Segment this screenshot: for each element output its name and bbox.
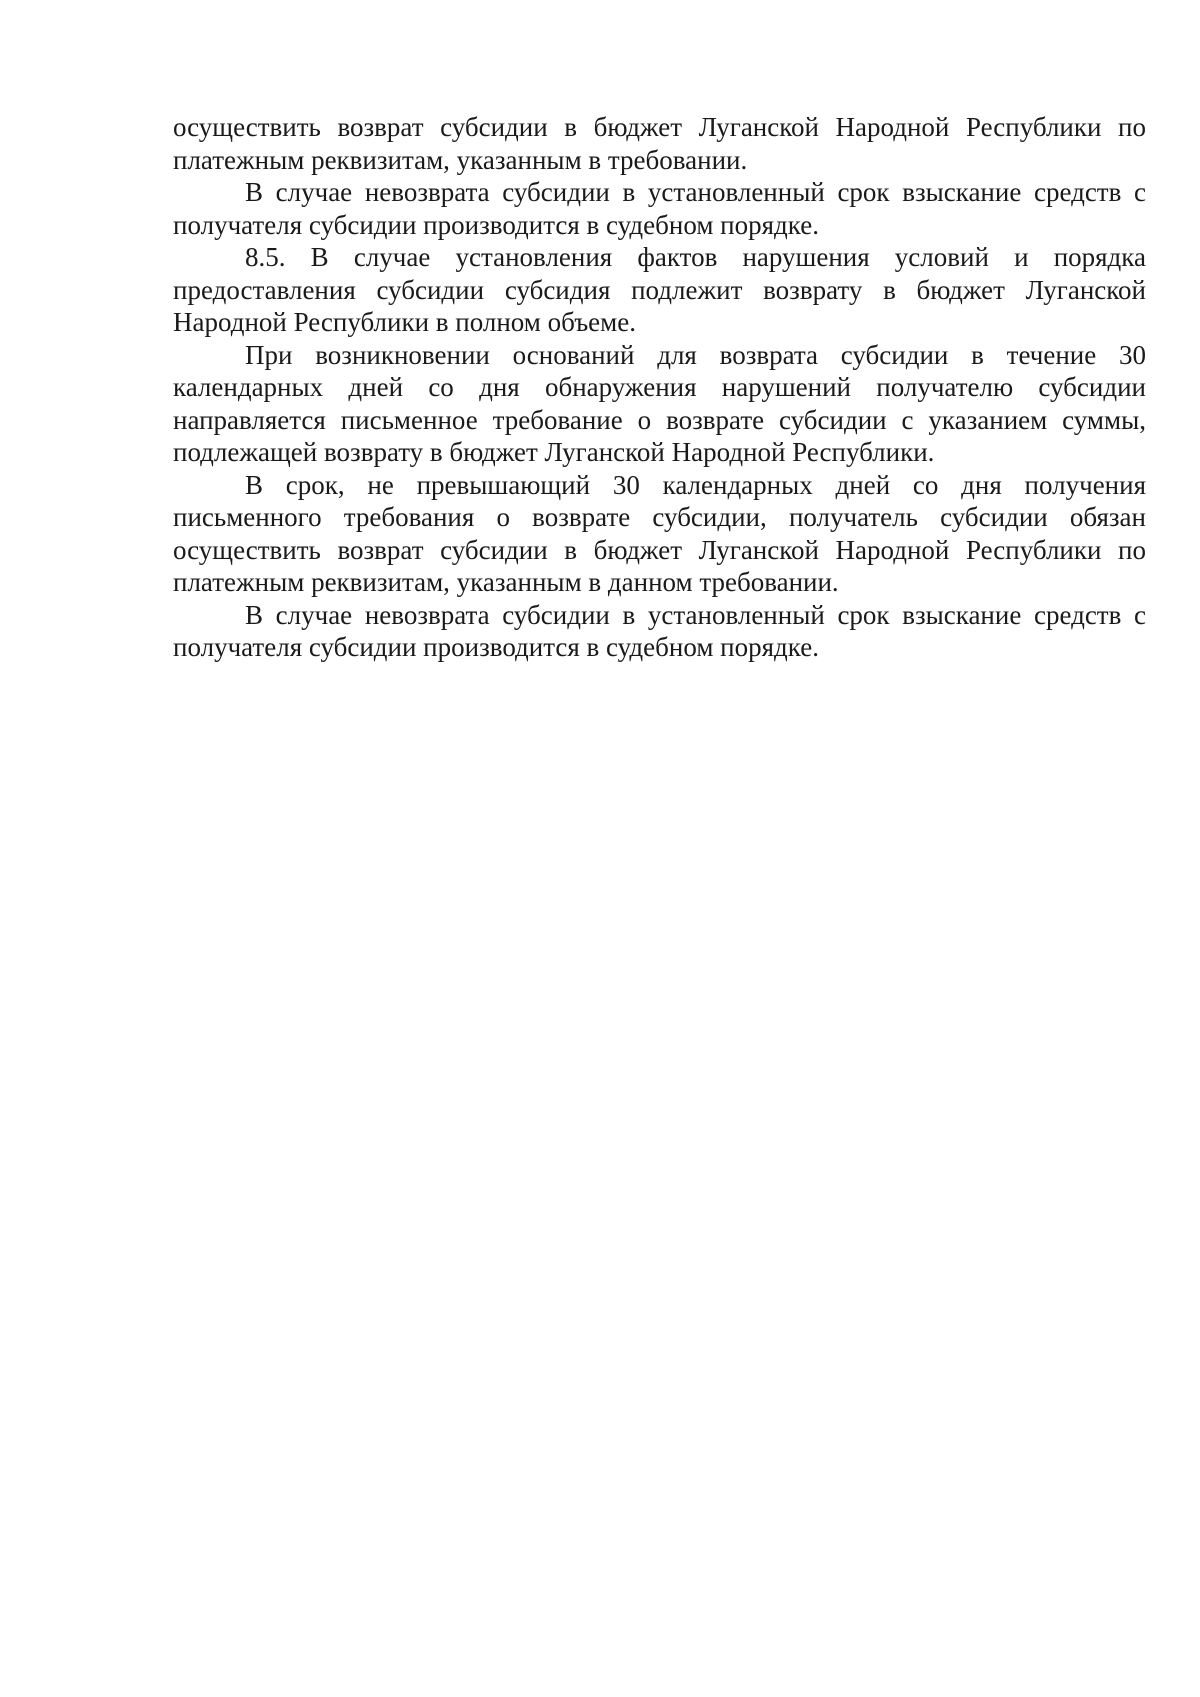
- document-page: [173, 111, 1146, 664]
- paragraph-written-demand: При возникновении оснований для возврата субсидии в течение 30 календарных дней со дня обнаружения нарушений получателю субсидии направляется письменное требование о возврате субсидии с указанием суммы, подлежащей возврату в бюджет Луганской Народной Республики.: [173, 339, 1146, 467]
- paragraph-non-return-recovery: В случае невозврата субсидии в установленный срок взыскание средств с получателя субсидии производится в судебном порядке.: [173, 177, 1146, 240]
- paragraph-return-deadline: В срок, не превышающий 30 календарных дней со дня получения письменного требования о возврате субсидии, получатель субсидии обязан осуществить возврат субсидии в бюджет Луганской Народной Республики по платежным реквизитам, указанным в данном требовании.: [173, 469, 1146, 597]
- paragraph-judicial-recovery: В случае невозврата субсидии в установленный срок взыскание средств с получателя субсидии производится в судебном порядке.: [173, 599, 1146, 662]
- paragraph-return-continuation: осуществить возврат субсидии в бюджет Луганской Народной Республики по платежным реквизитам, указанным в требовании.: [173, 112, 1146, 175]
- paragraph-clause-8-5: 8.5. В случае установления фактов нарушения условий и порядка предоставления субсидии субсидия подлежит возврату в бюджет Луганской Народной Республики в полном объеме.: [173, 242, 1146, 337]
